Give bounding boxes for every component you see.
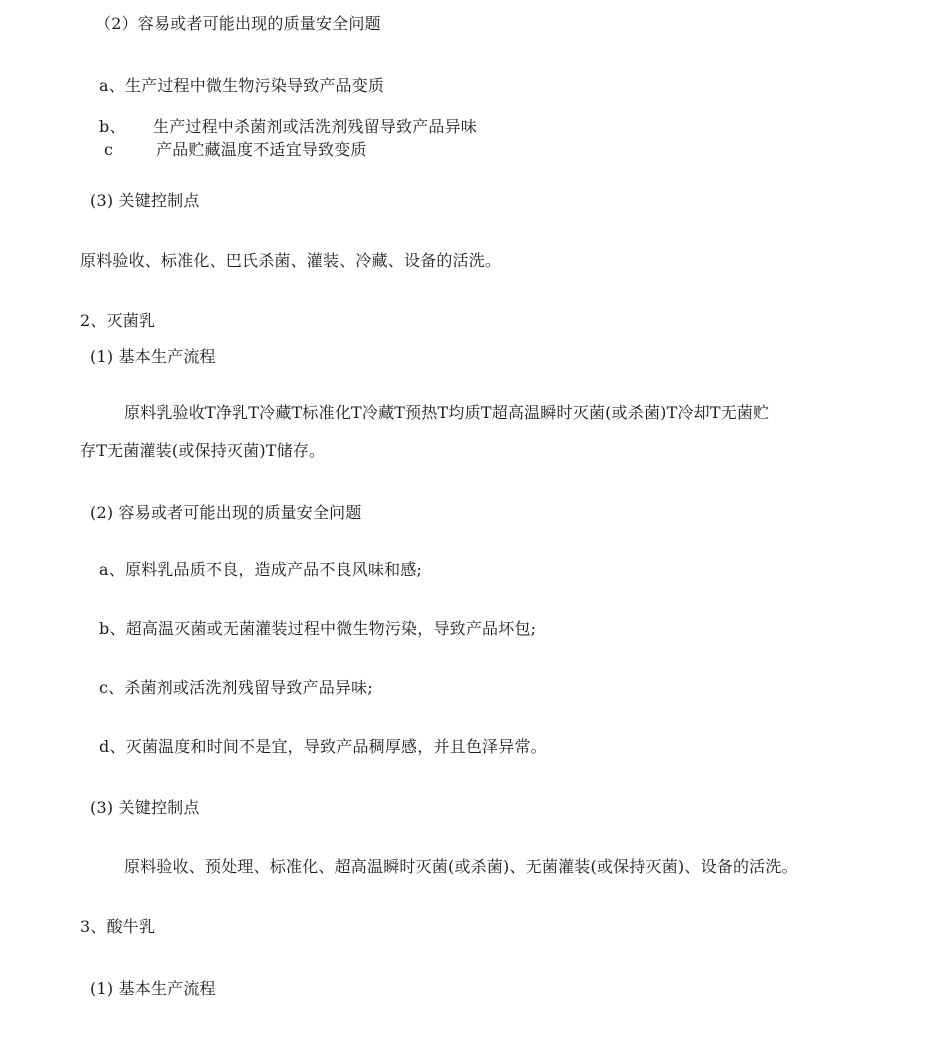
issue-c-label: c [104,140,114,159]
section1-ccp-heading: (3) 关键控制点 [90,191,200,210]
issue-b-label: b、 [99,117,126,136]
section2-issue-d: d、灭菌温度和时间不是宜，导致产品稠厚感，并且色泽异常。 [99,737,547,756]
section2-issue-c: c、杀菌剂或活洗剂残留导致产品异味; [99,678,373,697]
section3-flow-heading: (1) 基本生产流程 [90,979,216,998]
section2-flow-line1: 原料乳验收T净乳T冷藏T标准化T冷藏T预热T均质T超高温瞬时灭菌(或杀菌)T冷却T无菌贮 [124,403,770,422]
section2-title: 2、灭菌乳 [80,311,156,330]
section2-flow-heading: (1) 基本生产流程 [90,347,216,366]
issue-b-text: 生产过程中杀菌剂或活洗剂残留导致产品异味 [153,117,478,136]
section2-issues-heading: (2) 容易或者可能出现的质量安全问题 [90,503,362,522]
section1-issues-heading: （2）容易或者可能出现的质量安全问题 [95,14,381,33]
section1-issue-a: a、生产过程中微生物污染导致产品变质 [99,76,385,95]
section3-title: 3、酸牛乳 [80,917,156,936]
section2-ccp-text: 原料验收、预处理、标准化、超高温瞬时灭菌(或杀菌)、无菌灌装(或保持灭菌)、设备的活洗。 [124,857,798,876]
section2-ccp-heading: (3) 关键控制点 [90,798,200,817]
section2-flow-line2: 存T无菌灌装(或保持灭菌)T储存。 [80,441,326,460]
section2-issue-b: b、超高温灭菌或无菌灌装过程中微生物污染，导致产品坏包; [99,619,537,638]
section1-ccp-text: 原料验收、标准化、巴氏杀菌、灌装、冷藏、设备的活洗。 [80,251,502,270]
section2-issue-a: a、原料乳品质不良，造成产品不良风味和感; [99,560,423,579]
section1-issue-c [104,140,367,160]
section1-issue-b [99,117,477,137]
issue-c-text: 产品贮藏温度不适宜导致变质 [156,140,367,159]
